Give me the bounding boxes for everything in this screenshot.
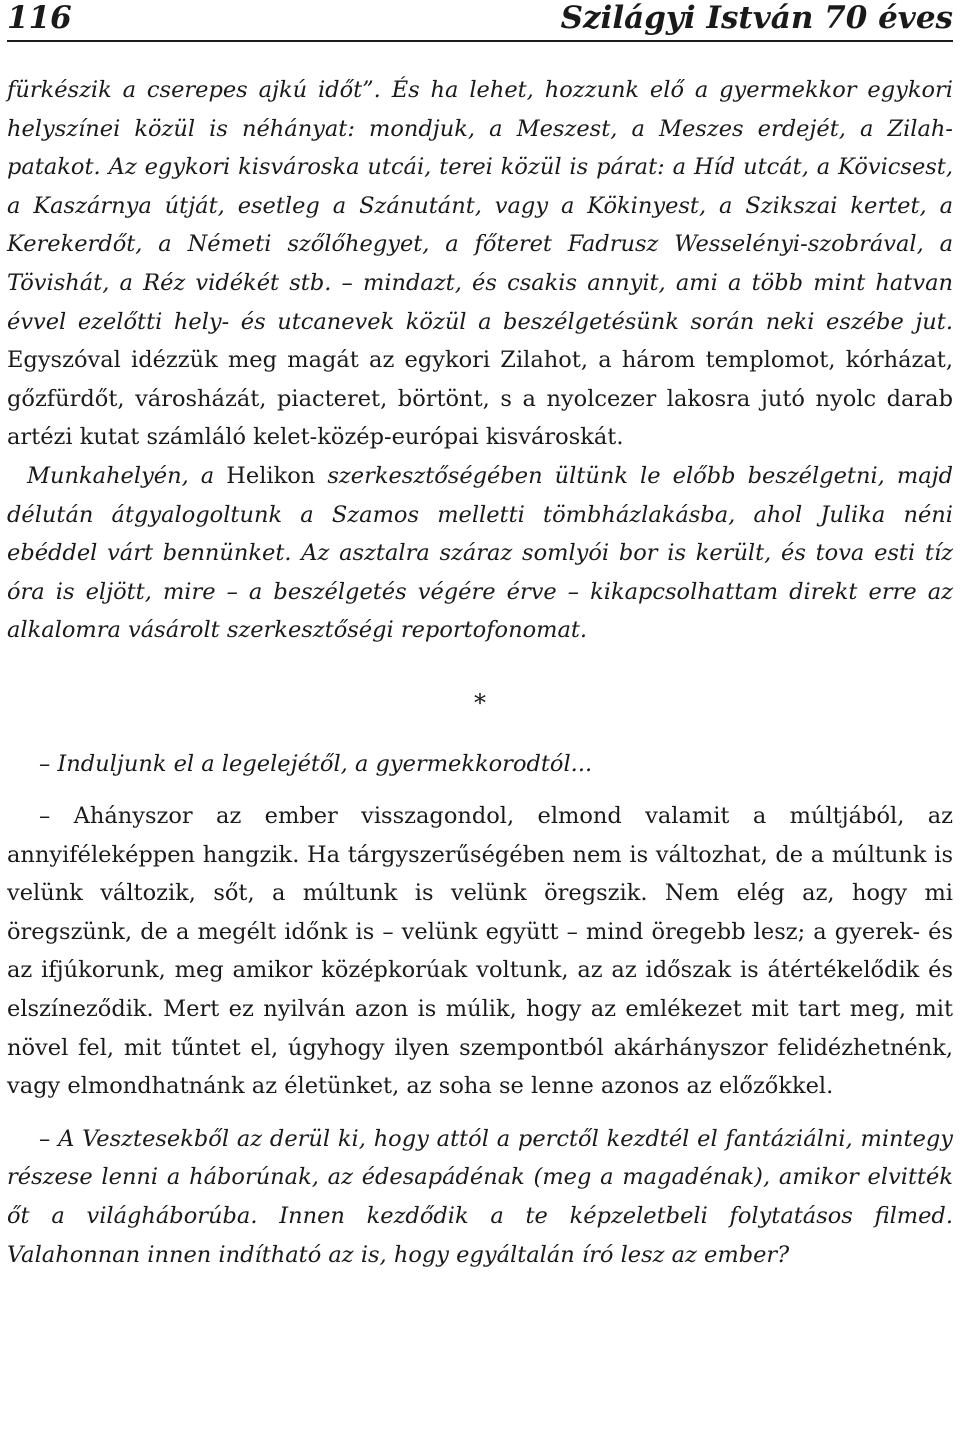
workplace-text-start: Munkahelyén, a (27, 462, 227, 489)
running-head: Szilágyi István 70 éves (560, 0, 953, 36)
page-header (7, 0, 953, 36)
workplace-text-rest: szerkesztőségében ültünk le előbb beszélgetni, majd délután átgyalogoltunk a Szamos melletti tömbházlakásba, ahol Julika néni ebéddel várt bennünket. Az asztalra száraz somlyói bor is került, és tova esti tíz óra is eljött, mire – a beszélgetés végére érve – kikapcsolhattam direkt erre az alkalomra vásárolt szerkesztőségi reportofonomat. (7, 462, 953, 644)
interview-question-1: – Induljunk el a legelejétől, a gyermekkorodtól... (39, 750, 593, 777)
paragraph-workplace (7, 457, 953, 650)
interview-question-2: – A Vesztesekből az derül ki, hogy attól a perctől kezdtél el fantáziálni, mintegy részese lenni a háborúnak, az édesapádénak (meg a magadénak), amikor elvitték őt a világháborúba. Innen kezdődik a te képzeletbeli folytatásos filmed. Valahonnan innen indítható az is, hogy egyáltalán író lesz az ember? (7, 1125, 953, 1268)
interview-answer-1: – Ahányszor az ember visszagondol, elmond valamit a múltjából, az annyiféleképpen hangzik. Ha tárgyszerűségében nem is változhat, de a múltunk is velünk változik, sőt, a múltunk is velünk öregszik. Nem elég az, hogy mi öregszünk, de a megélt időnk is – velünk együtt – mind öregebb lesz; a gyerek- és az ifjúkorunk, meg amikor középkorúak voltunk, az az időszak is átértékelődik és elszíneződik. Mert ez nyilván azon is múlik, hogy az emlékezet mit tart meg, mit növel fel, mit tűntet el, úgyhogy ilyen szempontból akárhányszor felidézhetnénk, vagy elmondhatnánk az életünket, az soha se lenne azonos az előzőkkel. (7, 803, 953, 1100)
intro-roman-text: Egyszóval idézzük meg magát az egykori Zilahot, a három templomot, kórházat, gőzfürdőt, városházát, piacteret, börtönt, s a nyolcezer lakosra jutó nyolc darab artézi kutat számláló kelet-közép-európai kisvároskát. (7, 347, 953, 451)
body-text (7, 71, 953, 1274)
header-rule (7, 40, 953, 42)
section-break-asterisk: * (474, 688, 486, 717)
book-page (7, 0, 953, 1442)
intro-italic-text: fürkészik a cserepes ajkú időt”. És ha lehet, hozzunk elő a gyermekkor egykori helyszínei közül is néhányat: mondjuk, a Meszest, a Meszes erdejét, a Zilah-patakot. Az egykori kisvároska utcái, terei közül is párat: a Híd utcát, a Kövicsest, a Kaszárnya útját, esetleg a Szánutánt, vagy a Kökinyest, a Szikszai kertet, a Kerekerdőt, a Németi szőlőhegyet, a főteret Fadrusz Wesselényi-szobrával, a Tövishát, a Réz vidékét stb. – mindazt, és csakis annyit, ami a több mint hatvan évvel ezelőtti hely- és utcanevek közül a beszélgetésünk során neki eszébe jut. (7, 77, 953, 335)
journal-name: Helikon (226, 462, 316, 489)
page-number: 116 (7, 0, 72, 36)
paragraph-intro (7, 71, 953, 457)
